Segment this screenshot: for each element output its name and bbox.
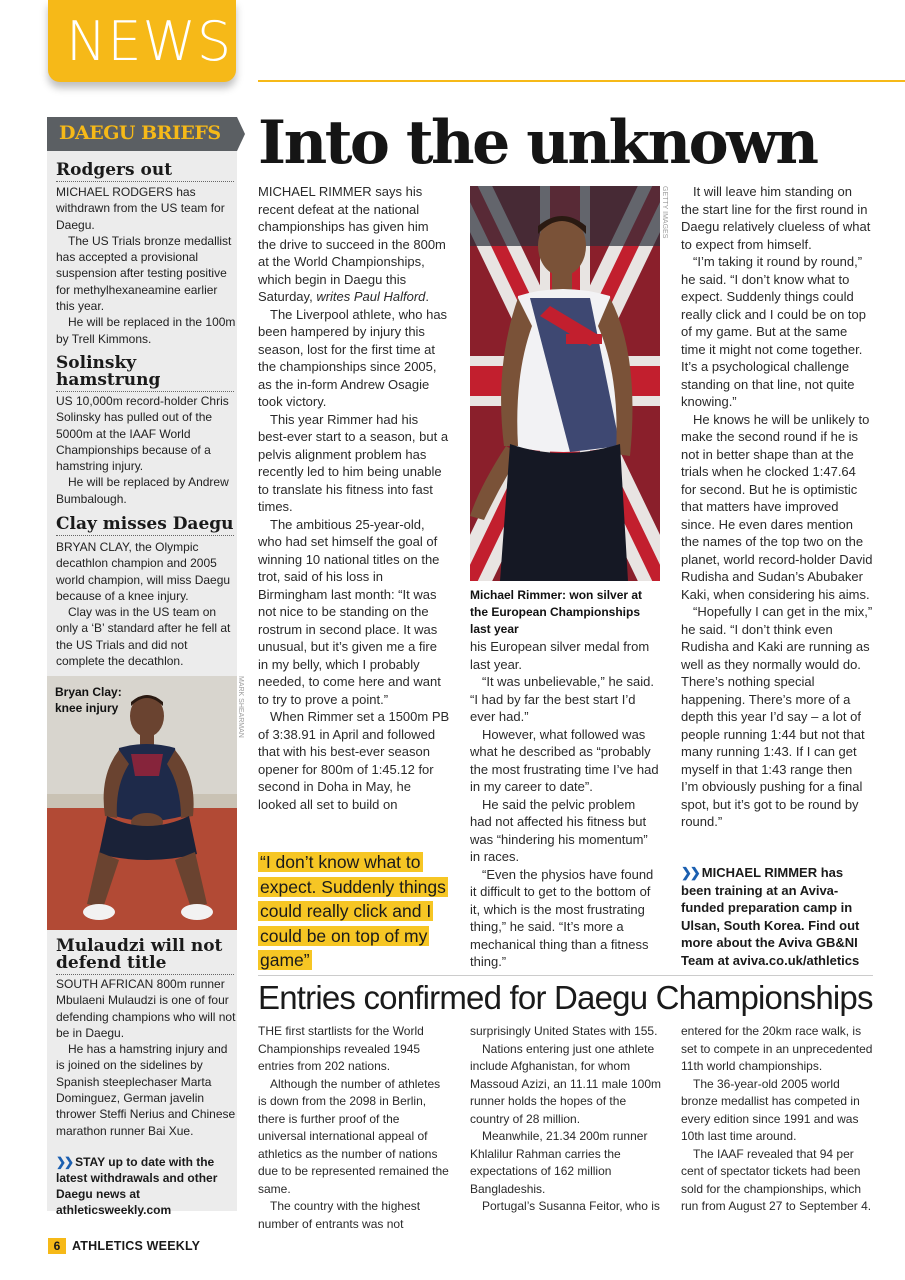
brief-paragraph: He will be replaced in the 100m by Trell Kimmons. (56, 315, 236, 346)
article-paragraph: The Liverpool athlete, who has been hampered by injury this season, lost for the first time at the championships since 2005, as the in-form Andrew Osagie took victory. (258, 306, 448, 409)
photo-credit: GETTY IMAGES (661, 186, 668, 239)
entries-paragraph: The country with the highest number of entrants was not (258, 1199, 421, 1231)
michael-rimmer-photo (470, 186, 660, 581)
article-paragraph: The ambitious 25-year-old, who had set himself the goal of winning 10 national titles on the trot, said of his loss in Birmingham last month: “It was not nice to be standing on the rostrum in second place. It was unusual, but it’s given me a fire in my belly, which I probably needed, to come here and want to try to prove a point.” (258, 516, 441, 707)
article-column-2 (470, 638, 660, 971)
section-tab (48, 0, 236, 82)
sidebar-promo (56, 1154, 238, 1218)
top-rule (258, 80, 905, 82)
article-paragraph: He knows he will be unlikely to make the second round if he is not in better shape than at the trials when he clocked 1:47.64 for second. But he is optimistic that matters have improved since. He even dares mention the names of the top two on the planet, world record-holder David Rudisha and Sudan’s Abubaker Kaki, when considering his aims. (681, 411, 873, 602)
publication-name: ATHLETICS WEEKLY (72, 1239, 201, 1253)
entries-paragraph: Portugal’s Susanna Feitor, who is (482, 1199, 660, 1213)
entries-column-1 (258, 1023, 450, 1233)
entries-paragraph: Meanwhile, 21.34 200m runner Khlalilur Rahman carries the expectations of 162 million Bangladeshis. (470, 1129, 648, 1196)
pull-quote (258, 850, 448, 973)
caption-line: knee injury (55, 701, 119, 715)
double-chevron-icon: ❯❯ (681, 865, 699, 880)
sidebar-promo-text: STAY up to date with the latest withdrawals and other Daegu news at athleticsweekly.com (56, 1155, 218, 1217)
brief-paragraph: BRYAN CLAY, the Olympic decathlon champion and 2005 world champion, will miss Daegu because of a knee injury. (56, 540, 231, 603)
pull-quote-text: “I don’t know what to expect. Suddenly things could really click and I could be on top of my game” (260, 852, 446, 970)
brief-heading: Rodgers out (56, 162, 234, 182)
rimmer-photo-caption: Michael Rimmer: won silver at the European Championships last year (470, 588, 643, 636)
entries-column-3 (681, 1023, 873, 1216)
caption-line: Bryan Clay: (55, 685, 122, 699)
article-headline: Into the unknown (258, 108, 817, 178)
story-divider (258, 975, 873, 976)
brief-paragraph: SOUTH AFRICAN 800m runner Mbulaeni Mulaudzi is one of four defending champions who will not be in Daegu. (56, 977, 236, 1040)
article-paragraph: “Hopefully I can get in the mix,” he said. “I don’t think even Rudisha and Kaki are running as well as they normally would do. There’s nothing special happening. There’s more of a depth this year I’d say – a lot of people running 1:44 but not that many running 1:43. If I can get myself in that 1:43 range then I’m obviously pushing for a final spot, but it’s got to be round by round.” (681, 604, 873, 829)
photo-credit: MARK SHEARMAN (237, 676, 244, 738)
sidebar-label-text: DAEGU BRIEFS (59, 122, 221, 144)
article-byline: writes Paul Halford (316, 289, 426, 304)
brief-body (56, 976, 236, 1139)
article-promo-text: MICHAEL RIMMER has been training at an Aviva-funded preparation camp in Ulsan, South Korea. Find out more about the Aviva GB&NI Team at aviva.co.uk/athletics (681, 865, 860, 968)
brief-body (56, 393, 236, 507)
entries-paragraph: The IAAF revealed that 94 per cent of spectator tickets had been sold for the championships, which run from August 27 to September 4. (681, 1146, 872, 1213)
article-column-3 (681, 183, 873, 831)
brief-paragraph: MICHAEL RODGERS has withdrawn from the US team for Daegu. (56, 185, 225, 232)
article-paragraph: his European silver medal from last year. (470, 639, 650, 672)
brief-paragraph: He will be replaced by Andrew Bumbalough. (56, 475, 229, 506)
brief-paragraph: Clay was in the US team on only a ‘B’ standard after he fell at the US Trials and did not complete the decathlon. (56, 605, 231, 669)
article-promo (681, 864, 876, 969)
section-tab-label: NEWS (66, 10, 233, 73)
brief-heading: Clay misses Daegu (56, 514, 234, 534)
brief-heading: Solinsky hamstrung (56, 355, 234, 392)
brief-paragraph: He has a hamstring injury and is joined on the sidelines by Spanish steeplechaser Marta Dominguez, German javelin thrower Steffi Nerius and Chinese marathon runner Bai Xue. (56, 1042, 236, 1138)
article-paragraph: “It was unbelievable,” he said. “I had by far the best start I’d ever had.” (470, 674, 654, 724)
page-number: 6 (48, 1238, 66, 1254)
article-paragraph: MICHAEL RIMMER says his recent defeat at the national championships has given him the drive to succeed in the 800m at the World Championships, which begin in Daegu this Saturday, writes Paul Halford. (258, 184, 446, 304)
brief-body (56, 539, 236, 669)
athlete-flag-illustration (470, 186, 660, 581)
entries-paragraph: Nations entering just one athlete include Afghanistan, for whom Massoud Azizi, an 11.11 male 100m runner holds the hopes of the country of 28 million. (470, 1041, 661, 1126)
entries-column-2 (470, 1023, 662, 1216)
article-lede: MICHAEL RIMMER says his recent defeat at the national championships has given him the drive to succeed in the 800m at the World Championships, which begin in Daegu this Saturday, (258, 184, 446, 304)
article-column-1 (258, 183, 450, 813)
sidebar-label-notch (237, 117, 245, 151)
double-chevron-icon: ❯❯ (56, 1155, 73, 1169)
entries-paragraph: THE first startlists for the World Championships revealed 1945 entries from 202 nations. (258, 1024, 424, 1073)
article-paragraph: “I’m taking it round by round,” he said. “I don’t know what to expect. Suddenly things could really click and I could be on top of my game. But at the same time it might not come together. It’s a psychological challenge standing on that line, not quite knowing.” (681, 254, 866, 409)
entries-paragraph: The 36-year-old 2005 world bronze medallist has competed in every edition since 1991 and was 10th last time around. (681, 1076, 860, 1143)
article-paragraph: However, what followed was what he described as “probably the most frustrating time I’ve had in my career to date”. (470, 726, 659, 794)
bryan-clay-caption (55, 684, 122, 716)
article-paragraph: This year Rimmer had his best-ever start to a season, but a pelvis alignment problem has recently led to him being unable to translate his fitness into fast times. (258, 411, 449, 514)
article-paragraph: He said the pelvic problem had not affected his fitness but was “hindering his momentum” in races. (470, 796, 648, 864)
entries-headline: Entries confirmed for Daegu Championships (258, 979, 873, 1016)
entries-paragraph: surprisingly United States with 155. (470, 1024, 658, 1038)
article-paragraph: It will leave him standing on the start line for the first round in Daegu relatively clueless of what to expect from himself. (681, 184, 871, 252)
entries-paragraph: entered for the 20km race walk, is set to compete in an unprecedented 11th world championships. (681, 1024, 873, 1073)
article-paragraph: When Rimmer set a 1500m PB of 3:38.91 in April and followed that with his best-ever season opener for 800m of 1:45.12 for second in Doha in May, he looked all set to build on (258, 709, 450, 812)
article-paragraph: “Even the physios have found it difficult to get to the bottom of it, which is the most frustrating thing,” he said. “It’s more a mechanical thing than a fitness thing.” (470, 866, 654, 969)
entries-paragraph: Although the number of athletes is down from the 2098 in Berlin, there is further proof of the universal international appeal of athletics as the number of nations due to be represented remained the same. (258, 1076, 449, 1196)
brief-heading: Mulaudzi will not defend title (56, 938, 234, 975)
brief-paragraph: US 10,000m record-holder Chris Solinsky has pulled out of the 5000m at the IAAF World Championships because of a hamstring injury. (56, 394, 229, 474)
brief-body (56, 184, 236, 347)
brief-paragraph: The US Trials bronze medallist has accepted a provisional suspension after testing positive for methylhexaneamine earlier this year. (56, 233, 232, 314)
sidebar-label (47, 117, 237, 151)
